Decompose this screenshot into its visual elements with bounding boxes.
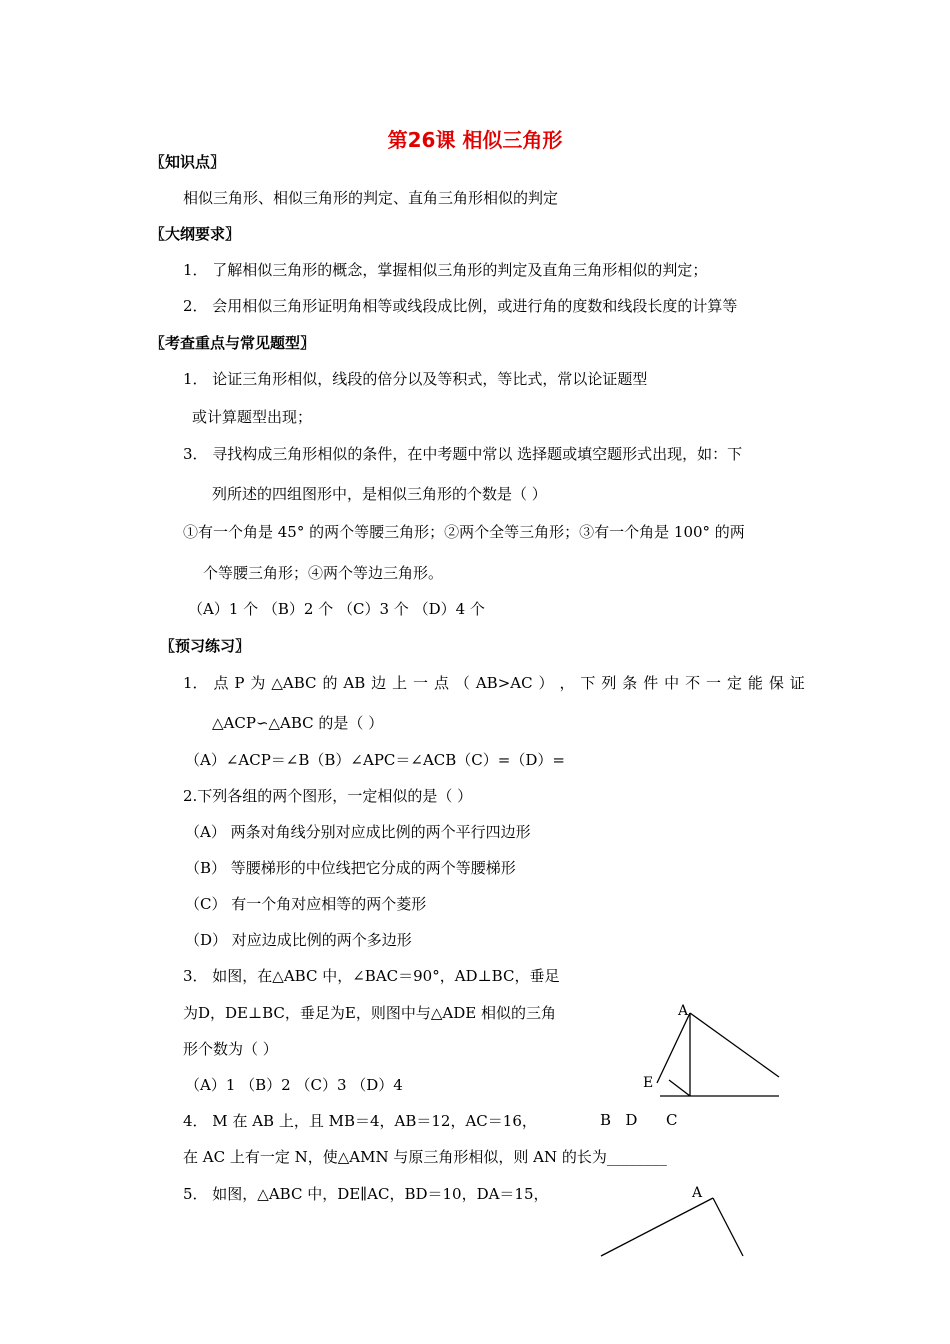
q1-token: 列 [601,674,617,692]
q1-token: ） [538,674,554,692]
q1-token: 下 [580,674,596,692]
outline-item: 1． 了解相似三角形的概念，掌握相似三角形的判定及直角三角形相似的判定； [183,261,708,279]
figure2-side-ac [713,1198,743,1256]
figure1-label-bdc: B D C [600,1111,678,1129]
exam-item-3-options: （A）1 个 （B）2 个 （C）3 个 （D）4 个 [188,600,485,618]
exam-item-1-line1: 1． 论证三角形相似，线段的倍分以及等积式，等比式，常以论证题型 [183,370,648,388]
q1-token: 一 [413,674,429,692]
q1-token: 点 [433,674,449,692]
figure1-label-e: E [643,1075,654,1091]
q1-token: ， [559,674,575,692]
preview-q2-option-b: （B） 等腰梯形的中位线把它分成的两个等腰梯形 [185,859,516,877]
exam-item-1-line2: 或计算题型出现； [192,408,313,426]
q1-token: 为 [250,674,266,692]
preview-q4-line1: 4． M 在 AB 上，且 MB＝4，AB＝12，AC＝16， [183,1112,537,1130]
section-exam: 〖考查重点与常见题型〗 [150,334,316,352]
q1-token: 能 [747,674,763,692]
q1-token: 定 [726,674,742,692]
figure2-label-a: A [692,1185,703,1201]
q1-token: P [234,674,245,692]
figure-triangle-abc [657,1013,779,1096]
q1-token: 件 [643,674,659,692]
exam-item-3-line2: 列所述的四组图形中，是相似三角形的个数是（ ） [212,485,547,503]
figure1-side-ac [690,1013,779,1077]
preview-q3-line1: 3． 如图，在△ABC 中，∠BAC＝90°，AD⊥BC，垂足 [183,967,560,985]
section-preview: 〖预习练习〗 [160,637,251,655]
outline-item: 2． 会用相似三角形证明角相等或线段成比例，或进行角的度数和线段长度的计算等 [183,297,738,315]
q1-token: AB>AC [475,674,533,692]
preview-q3-options: （A）1 （B）2 （C）3 （D）4 [185,1076,403,1094]
preview-q3-line2: 为D，DE⊥BC，垂足为E，则图中与△ADE 相似的三角 [183,1004,556,1022]
section-outline: 〖大纲要求〗 [150,225,241,243]
figure2-side-ab [601,1198,713,1256]
q1-token: 不 [685,674,701,692]
exam-item-3-line4: 个等腰三角形；④两个等边三角形。 [203,564,444,582]
exam-item-3-line1: 3． 寻找构成三角形相似的条件，在中考题中常以 选择题或填空题形式出现，如：下 [183,445,743,463]
page-title: 第26课 相似三角形 [387,128,563,152]
preview-q4-line2: 在 AC 上有一定 N，使△AMN 与原三角形相似，则 AN 的长为________ [183,1148,667,1166]
q1-token: 的 [322,674,338,692]
q1-token: AB [343,674,366,692]
figure1-segment-de [669,1080,690,1096]
preview-q1-options: （A）∠ACP＝∠B（B）∠APC＝∠ACB（C）=（D）= [185,751,565,769]
q1-token: 保 [768,674,784,692]
q1-token: 上 [392,674,408,692]
q1-token: 条 [622,674,638,692]
q1-token: 一 [706,674,722,692]
preview-q2-option-d: （D） 对应边成比例的两个多边形 [185,931,412,949]
preview-q3-line3: 形个数为（ ） [183,1040,278,1058]
q1-token: 1． [183,674,208,692]
q1-token: 点 [213,674,229,692]
figure1-side-ab [657,1013,690,1083]
q1-token: 证 [789,674,805,692]
preview-q1-line2: △ACP∽△ABC 的是（ ） [212,714,384,732]
preview-q2-option-a: （A） 两条对角线分别对应成比例的两个平行四边形 [185,823,531,841]
preview-q5-line1: 5． 如图，△ABC 中，DE∥AC，BD＝10，DA＝15， [183,1185,549,1203]
preview-q2-option-c: （C） 有一个角对应相等的两个菱形 [185,895,427,913]
q1-token: 边 [371,674,387,692]
figure1-label-a: A [678,1003,689,1019]
section-knowledge: 〖知识点〗 [150,153,226,171]
q1-token: （ [454,674,470,692]
knowledge-text: 相似三角形、相似三角形的判定、直角三角形相似的判定 [183,189,559,207]
figure-triangle-2 [601,1198,743,1256]
preview-q2-stem: 2.下列各组的两个图形，一定相似的是（ ） [183,787,473,805]
q1-token: 中 [664,674,680,692]
q1-token: △ABC [271,674,317,692]
exam-item-3-line3: ①有一个角是 45° 的两个等腰三角形；②两个全等三角形；③有一个角是 100° 的两 [183,523,745,541]
